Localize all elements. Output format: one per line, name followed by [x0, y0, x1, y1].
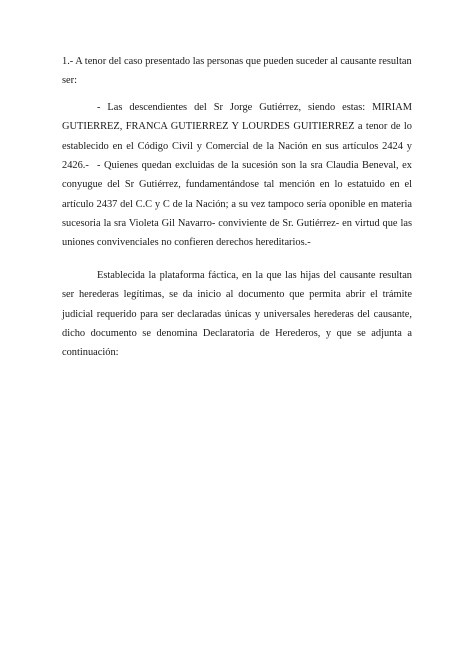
paragraph-heirs-intro: 1.- A tenor del caso presentado las personas que pueden suceder al causante resultan ser: — [62, 56, 412, 87]
paragraph-declaratoria: Establecida la plataforma fáctica, en la que las hijas del causante resultan ser herederas legítimas, se da inicio al documento que permita abrir el trámite judicial requerido para ser declaradas únicas y universales herederas del causante, dicho documento se denomina Declaratoria de Herederos, y que se adjunta a continuación: — [62, 270, 412, 359]
paragraph-excluded: - Quienes quedan excluidas de la sucesión son la sra Claudia Beneval, ex conyugue del Sr Gutiérrez, fundamentándose tal mención en lo estatuido en el artículo 2437 del C.C y C de la Nación; a su vez tampoco sería oponible en materia sucesoria la sra Violeta Gil Navarro- conviviente de Sr. Gutiérrez- en virtud que las uniones convivenciales no confieren derechos hereditarios.- — [62, 160, 412, 249]
paragraph-descendants: - Las descendientes del Sr Jorge Gutiérrez, siendo estas: MIRIAM GUTIERREZ, FRANCA GUTIERREZ Y LOURDES GUITIERREZ a tenor de lo establecido en el Código Civil y Comercial de la Nación en sus artículos 2424 y 2426.- — [62, 102, 412, 171]
